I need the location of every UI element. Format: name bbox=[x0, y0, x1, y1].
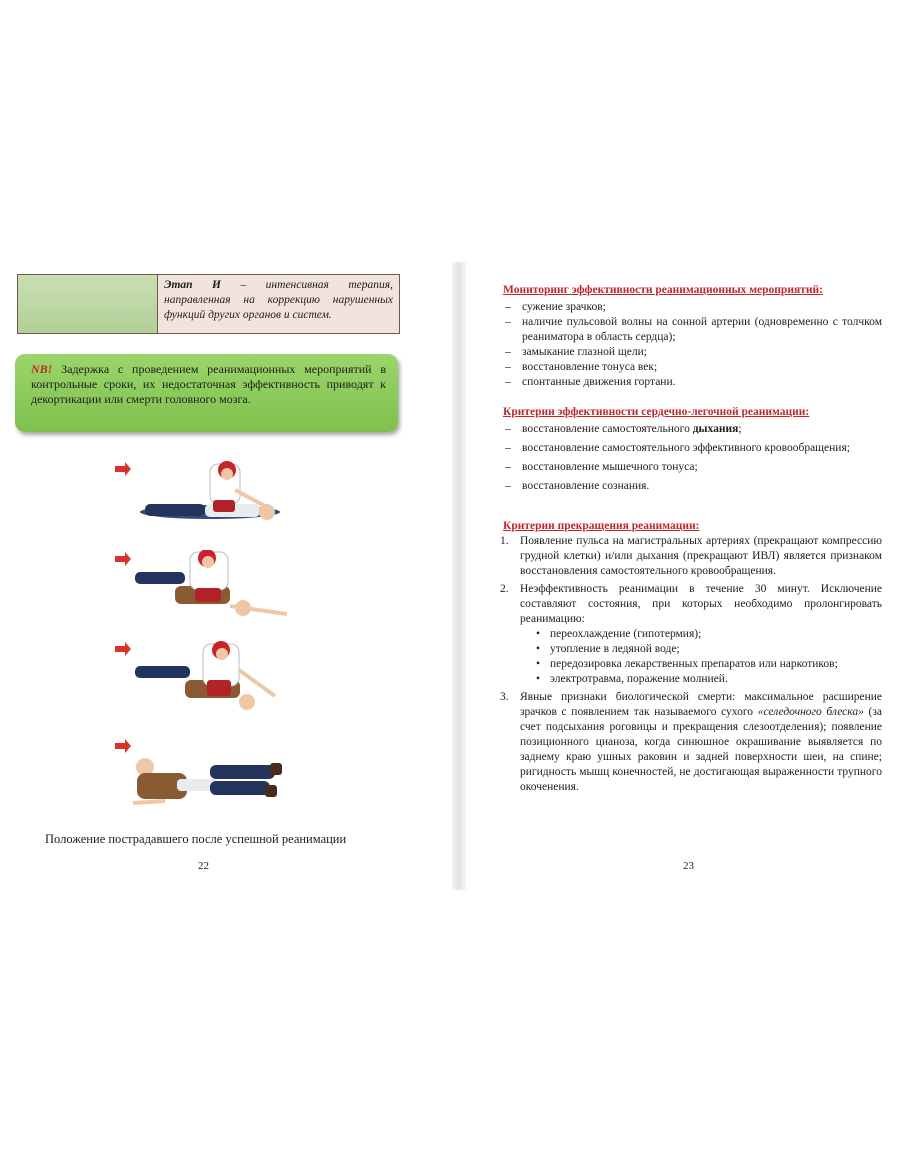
item-number: 2. bbox=[500, 583, 509, 595]
list-item bbox=[500, 690, 882, 795]
monitoring-list-wrap bbox=[502, 300, 882, 390]
figure-caption: Положение пострадавшего после успешной реанимации bbox=[45, 832, 347, 846]
efficiency-item-1-suffix: ; bbox=[738, 423, 742, 435]
nb-text: Задержка с проведением реанимационных мероприятий в контрольные сроки, их недостаточная эффективность приводят к декортикации или смерти головного мозга. bbox=[31, 362, 386, 406]
cpr-figure-2 bbox=[115, 550, 300, 630]
list-item: – наличие пульсовой волны на сонной артерии (одновременно с толчком реаниматора в область сердца); bbox=[502, 315, 882, 345]
right-page bbox=[455, 262, 910, 890]
stage-table-label-cell bbox=[18, 275, 158, 333]
list-item: – восстановление тонуса век; bbox=[502, 360, 882, 375]
list-item: • утопление в ледяной воде; bbox=[536, 642, 882, 657]
page-number-left: 22 bbox=[198, 860, 209, 872]
exception-list bbox=[520, 627, 882, 687]
item-number: 1. bbox=[500, 535, 509, 547]
nb-callout bbox=[15, 354, 398, 432]
efficiency-list bbox=[502, 422, 882, 494]
monitoring-title: Мониторинг эффективности реанимационных мероприятий: bbox=[503, 284, 823, 296]
list-item: – восстановление сознания. bbox=[502, 479, 882, 494]
page-number-right: 23 bbox=[683, 860, 694, 872]
list-item bbox=[500, 582, 882, 687]
item-number: 3. bbox=[500, 691, 509, 703]
efficiency-item-1-prefix: восстановление самостоятельного bbox=[522, 423, 693, 435]
termination-item-1: Появление пульса на магистральных артериях (прекращают компрессию грудной клетки) и/или дыхания (прекращают ИВЛ) является признаком восстановления самостоятельного кровообращения. bbox=[520, 535, 882, 577]
efficiency-title: Критерии эффективности сердечно-легочной реанимации: bbox=[503, 406, 810, 418]
recovery-position-figure bbox=[115, 737, 300, 817]
termination-list-wrap bbox=[500, 534, 882, 798]
list-item: – восстановление самостоятельного эффективного кровообращения; bbox=[502, 441, 882, 456]
list-item: – восстановление мышечного тонуса; bbox=[502, 460, 882, 475]
list-item: • электротравма, поражение молнией. bbox=[536, 672, 882, 687]
list-item bbox=[500, 534, 882, 579]
termination-item-2: Неэффективность реанимации в течение 30 минут. Исключение составляют состояния, при которых необходимо пролонгировать реанимацию: bbox=[520, 583, 882, 625]
list-item: – спонтанные движения гортани. bbox=[502, 375, 882, 390]
stage-table bbox=[17, 274, 400, 334]
list-item: – замыкание глазной щели; bbox=[502, 345, 882, 360]
termination-list bbox=[500, 534, 882, 795]
monitoring-list bbox=[502, 300, 882, 390]
termination-title: Критерии прекращения реанимации: bbox=[503, 520, 700, 532]
stage-text: – интенсивная терапия, направленная на коррекцию нарушенных функций других органов и систем. bbox=[164, 279, 393, 321]
list-item: • передозировка лекарственных препаратов или наркотиков; bbox=[536, 657, 882, 672]
stage-description bbox=[158, 275, 399, 333]
termination-item-3-suffix: (за счет подсыхания роговицы и прекращения слезоотделения); появление позиционного цианоза, когда синюшное окрашивание выявляется по заднему краю ушных раковин и задней поверхности шеи, на спине; ригидность мышц конечностей, не достигающая выраженности трупного окоченения. bbox=[520, 706, 882, 793]
cpr-figure-1 bbox=[115, 460, 300, 540]
termination-item-3-prefix: Явные признаки биологической смерти: максимальное расширение зрачков с появлением так называемого сухого bbox=[520, 691, 882, 718]
left-page bbox=[0, 262, 455, 890]
efficiency-item-1-bold: дыхания bbox=[692, 423, 739, 435]
list-item: • переохлаждение (гипотермия); bbox=[536, 627, 882, 642]
cpr-figure-3 bbox=[115, 640, 300, 720]
stage-label: Этап И bbox=[164, 279, 221, 291]
termination-item-3-italic: «селедочного блеска» bbox=[757, 706, 864, 718]
list-item: – сужение зрачков; bbox=[502, 300, 882, 315]
list-item bbox=[502, 422, 882, 437]
efficiency-list-wrap bbox=[502, 422, 882, 494]
nb-mark: NB! bbox=[31, 362, 53, 376]
